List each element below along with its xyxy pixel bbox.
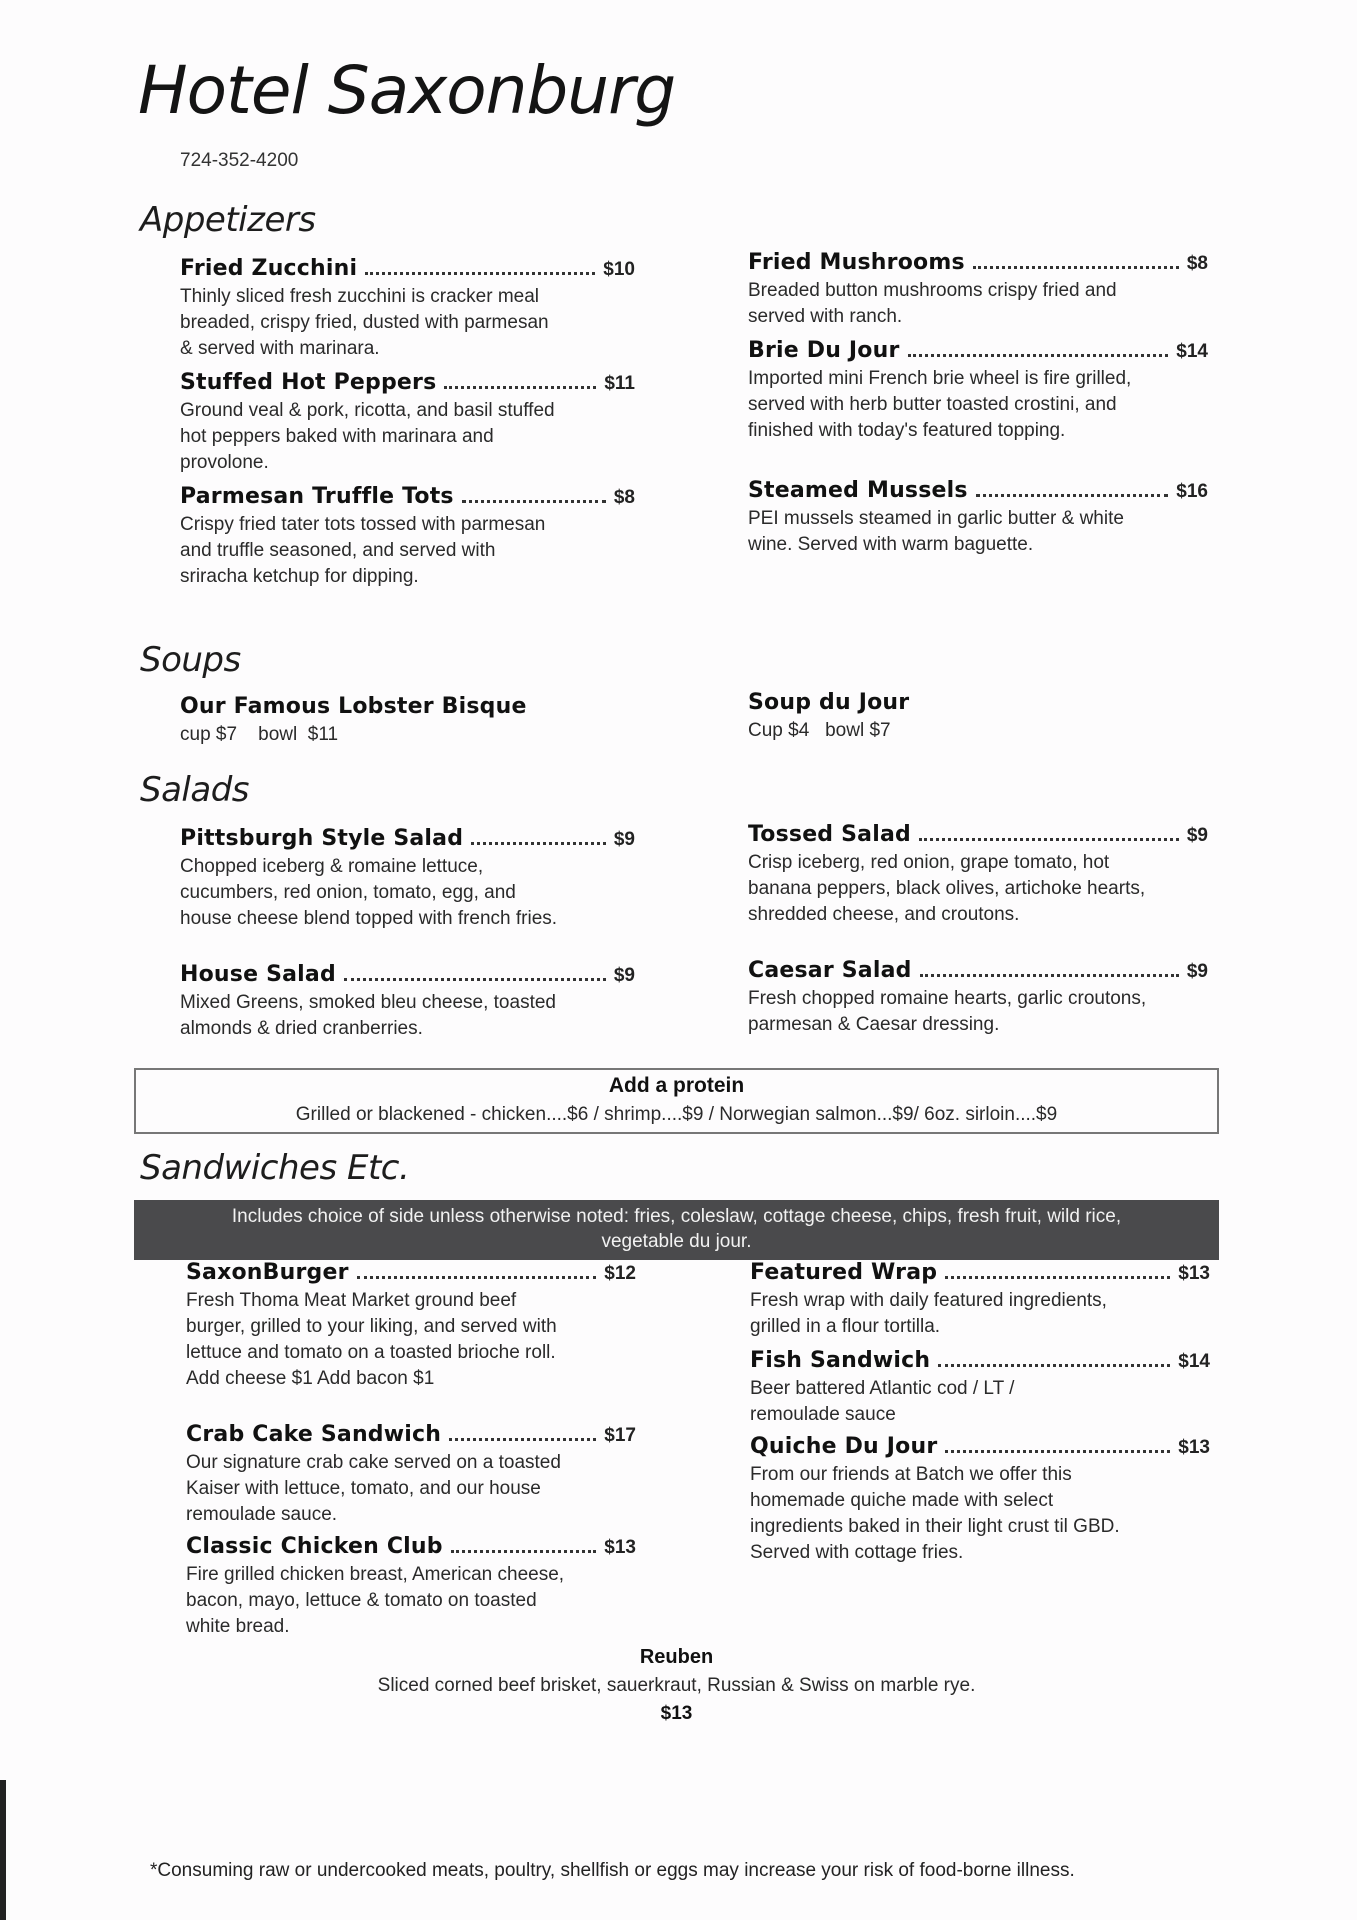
item-description: Cup $4 bowl $7 [748, 720, 891, 741]
item-name: Fish Sandwich [750, 1348, 931, 1373]
menu-item [180, 256, 635, 362]
menu-item [180, 962, 635, 1042]
menu-item [750, 1434, 1210, 1566]
add-protein-options: Grilled or blackened - chicken....$6 / shrimp....$9 / Norwegian salmon...$9/ 6oz. sirloin....$9 [295, 1104, 1058, 1125]
scan-edge-shadow [0, 1780, 6, 1920]
item-name: Quiche Du Jour [750, 1434, 938, 1459]
item-price: $9 [613, 965, 635, 986]
item-name: House Salad [180, 962, 336, 987]
item-price: $11 [604, 373, 635, 394]
section-heading-salads: Salads [140, 770, 249, 810]
menu-item [180, 370, 635, 476]
section-heading-sandwiches: Sandwiches Etc. [140, 1148, 410, 1188]
item-name: Parmesan Truffle Tots [180, 484, 454, 509]
dot-leader [444, 386, 596, 389]
item-description: Fresh wrap with daily featured ingredients, grilled in a flour tortilla. [750, 1290, 1107, 1337]
item-name: Classic Chicken Club [186, 1534, 443, 1559]
item-description: Sliced corned beef brisket, sauerkraut, Russian & Swiss on marble rye. [377, 1675, 976, 1696]
food-safety-disclaimer: *Consuming raw or undercooked meats, poultry, shellfish or eggs may increase your risk of food-borne illness. [150, 1860, 1075, 1881]
item-price: $17 [604, 1425, 636, 1446]
item-name: Featured Wrap [750, 1260, 938, 1285]
dot-leader [451, 1550, 597, 1553]
dot-leader [365, 272, 595, 275]
item-description: Mixed Greens, smoked bleu cheese, toasted almonds & dried cranberries. [180, 992, 556, 1039]
menu-item [748, 690, 1208, 744]
sides-banner [134, 1200, 1219, 1260]
menu-item [186, 1422, 636, 1528]
item-name: Stuffed Hot Peppers [180, 370, 437, 395]
item-price: $16 [1176, 481, 1208, 502]
item-price: $10 [603, 259, 635, 280]
dot-leader [908, 354, 1169, 357]
menu-item [186, 1534, 636, 1640]
section-heading-soups: Soups [140, 640, 241, 680]
restaurant-title: Hotel Saxonburg [138, 52, 676, 129]
item-description: Breaded button mushrooms crispy fried and served with ranch. [748, 280, 1117, 327]
dot-leader [462, 500, 606, 503]
item-price: $13 [604, 1537, 636, 1558]
item-price: $9 [613, 829, 635, 850]
dot-leader [945, 1450, 1170, 1453]
dot-leader [973, 266, 1179, 269]
item-name: Caesar Salad [748, 958, 912, 983]
item-price: $14 [1178, 1351, 1210, 1372]
item-name: Pittsburgh Style Salad [180, 826, 464, 851]
item-description: Fresh Thoma Meat Market ground beef burger, grilled to your liking, and served with lettuce and tomato on a toasted brioche roll. Add cheese $1 Add bacon $1 [186, 1290, 557, 1389]
dot-leader [471, 842, 606, 845]
menu-item [748, 338, 1208, 444]
add-protein-title: Add a protein [608, 1074, 745, 1097]
menu-item [748, 822, 1208, 928]
dot-leader [976, 494, 1169, 497]
item-description: Beer battered Atlantic cod / LT / remoulade sauce [750, 1378, 1015, 1425]
item-description: Thinly sliced fresh zucchini is cracker meal breaded, crispy fried, dusted with parmesan & served with marinara. [180, 286, 549, 359]
section-heading-appetizers: Appetizers [140, 200, 316, 240]
item-description: Chopped iceberg & romaine lettuce, cucumbers, red onion, tomato, egg, and house cheese blend topped with french fries. [180, 856, 558, 929]
item-name: Reuben [639, 1646, 714, 1668]
item-description: Our signature crab cake served on a toasted Kaiser with lettuce, tomato, and our house remoulade sauce. [186, 1452, 561, 1525]
dot-leader [920, 974, 1179, 977]
menu-item [180, 826, 635, 932]
item-price: $12 [604, 1263, 636, 1284]
menu-item [748, 478, 1208, 558]
item-name: Fried Zucchini [180, 256, 358, 281]
item-name: Brie Du Jour [748, 338, 900, 363]
add-protein-box [134, 1068, 1219, 1134]
item-description: Crispy fried tater tots tossed with parmesan and truffle seasoned, and served with sriracha ketchup for dipping. [180, 514, 546, 587]
item-price: $8 [1186, 253, 1208, 274]
menu-item [748, 958, 1208, 1038]
item-name: Crab Cake Sandwich [186, 1422, 442, 1447]
item-description: Fire grilled chicken breast, American cheese, bacon, mayo, lettuce & tomato on toasted white bread. [186, 1564, 565, 1637]
item-name: Fried Mushrooms [748, 250, 965, 275]
item-price: $9 [1186, 961, 1208, 982]
item-description: From our friends at Batch we offer this homemade quiche made with select ingredients baked in their light crust til GBD. Served with cottage fries. [750, 1464, 1120, 1563]
item-name: SaxonBurger [186, 1260, 349, 1285]
item-description: cup $7 bowl $11 [180, 724, 339, 745]
item-name: Soup du Jour [748, 690, 910, 715]
item-name: Steamed Mussels [748, 478, 968, 503]
item-price: $9 [1186, 825, 1208, 846]
menu-item [750, 1348, 1210, 1428]
dot-leader [938, 1364, 1170, 1367]
menu-item [180, 694, 635, 748]
item-price: $14 [1176, 341, 1208, 362]
dot-leader [919, 838, 1179, 841]
reuben-item [134, 1646, 1219, 1725]
item-description: Fresh chopped romaine hearts, garlic croutons, parmesan & Caesar dressing. [748, 988, 1147, 1035]
item-price: $13 [1178, 1437, 1210, 1458]
menu-item [748, 250, 1208, 330]
item-description: Crisp iceberg, red onion, grape tomato, hot banana peppers, black olives, artichoke hearts, shredded cheese, and croutons. [748, 852, 1146, 925]
dot-leader [945, 1276, 1170, 1279]
item-description: Ground veal & pork, ricotta, and basil stuffed hot peppers baked with marinara and provolone. [180, 400, 555, 473]
menu-item [750, 1260, 1210, 1340]
sides-banner-line1: Includes choice of side unless otherwise noted: fries, coleslaw, cottage cheese, chips, fresh fruit, wild rice, [231, 1206, 1122, 1227]
dot-leader [357, 1276, 597, 1279]
item-name: Tossed Salad [748, 822, 911, 847]
item-price: $8 [613, 487, 635, 508]
item-price: $13 [1178, 1263, 1210, 1284]
phone-number: 724-352-4200 [180, 150, 299, 171]
item-price: $13 [660, 1703, 693, 1724]
item-description: Imported mini French brie wheel is fire grilled, served with herb butter toasted crostini, and finished with today's featured topping. [748, 368, 1132, 441]
dot-leader [449, 1438, 596, 1441]
item-description: PEI mussels steamed in garlic butter & white wine. Served with warm baguette. [748, 508, 1124, 555]
sides-banner-line2: vegetable du jour. [601, 1231, 752, 1252]
menu-item [180, 484, 635, 590]
item-name: Our Famous Lobster Bisque [180, 694, 527, 719]
dot-leader [344, 978, 606, 981]
menu-item [186, 1260, 636, 1392]
